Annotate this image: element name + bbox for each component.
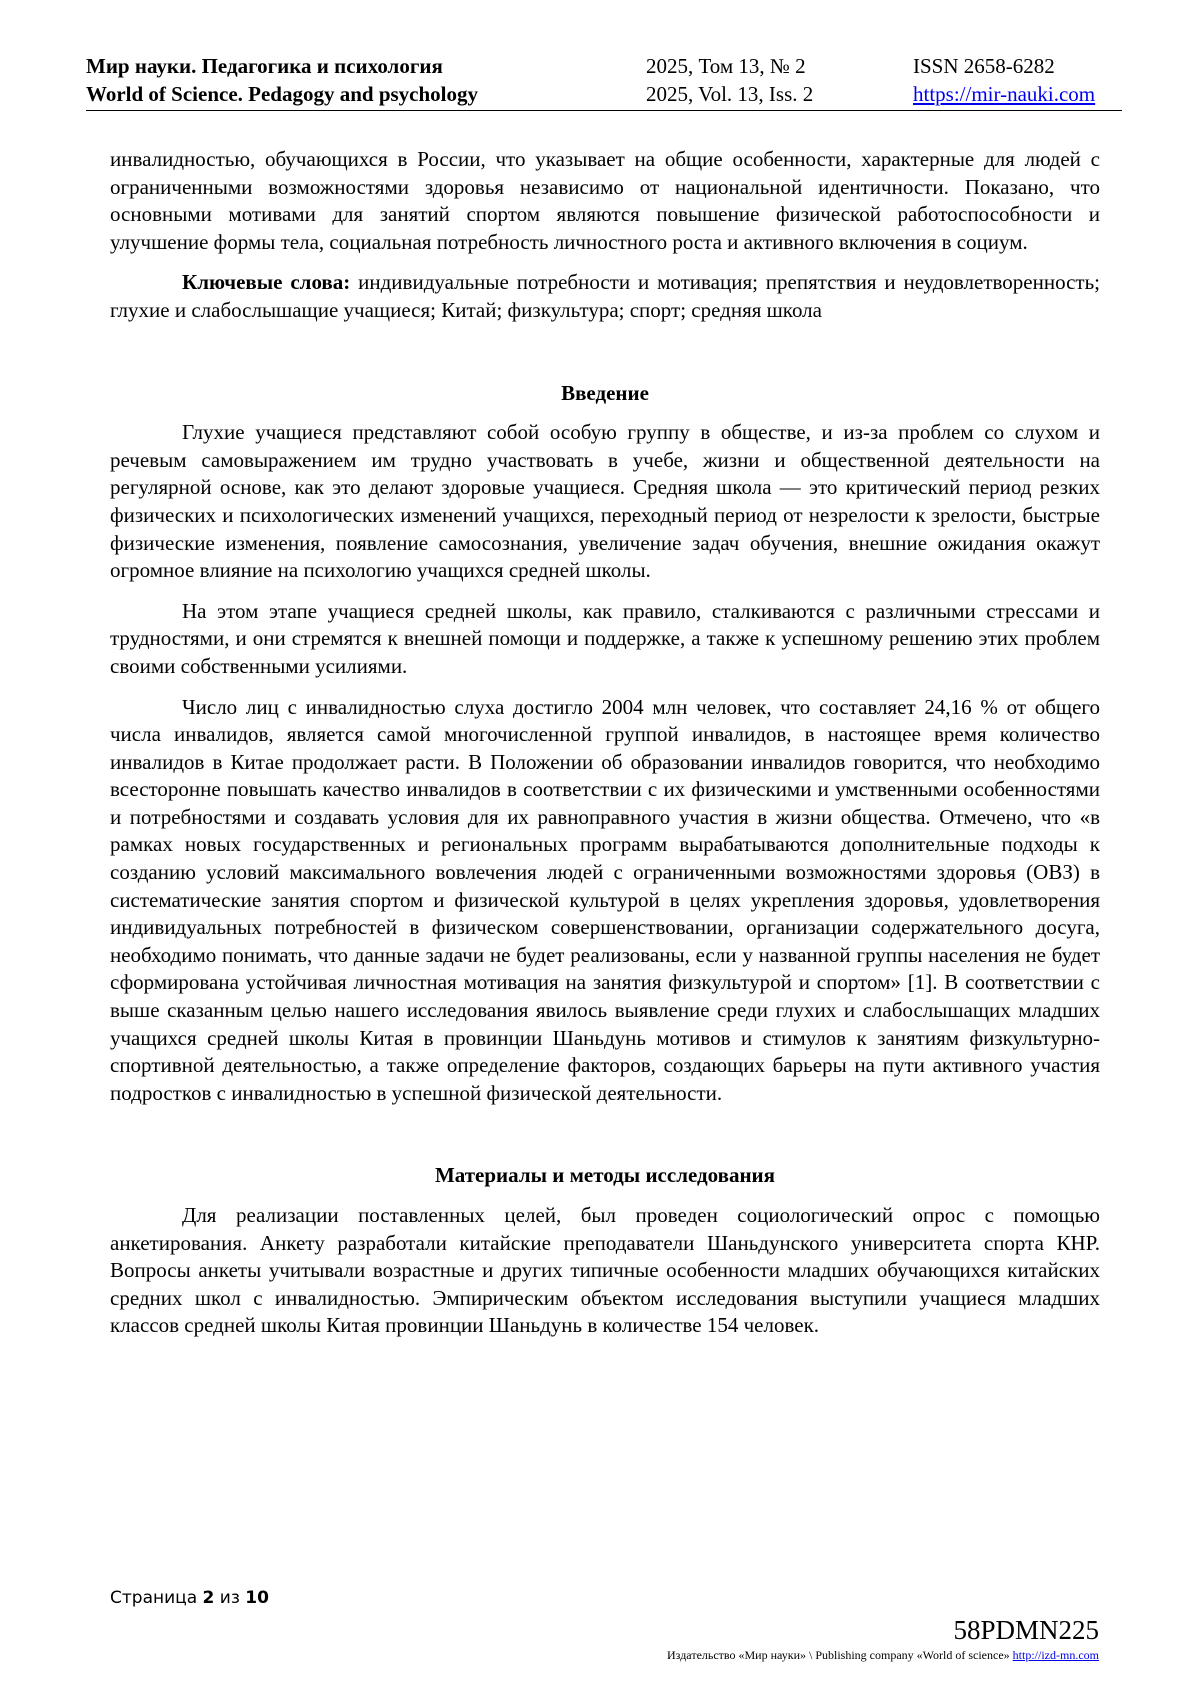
publisher-url-link[interactable]: http://izd-mn.com [1012,1648,1099,1662]
abstract-tail: инвалидностью, обучающихся в России, что указывает на общие особенности, характерные для людей с ограниченными возможностями здоровья независимо от национальной идентичности. Показано, что основными мотивами для занятий спортом являются повышение физической работоспособности и улучшение формы тела, социальная потребность личностного роста и активного включения в социум. [110,147,1100,254]
article-body [110,146,1100,1340]
volume-ru: 2025, Том 13, № 2 [646,54,806,78]
journal-title-ru: Мир науки. Педагогика и психология [86,54,443,78]
volume-block [646,52,813,108]
publisher-line [667,1647,1099,1663]
issn: ISSN 2658-6282 [913,54,1055,78]
keywords-text: индивидуальные потребности и мотивация; препятствия и неудовлетворенность; глухие и слабослышащие учащиеся; Китай; физкультура; спорт; средняя школа [110,270,1100,322]
intro-paragraph-1: Глухие учащиеся представляют собой особую группу в обществе, и из-за проблем со слухом и речевым самовыражением им трудно участвовать в учебе, жизни и общественной деятельности на регулярной основе, как это делают здоровые учащиеся. Средняя школа — это критический период резких физических и психологических изменений учащихся, переходный период от незрелости к зрелости, быстрые физические изменения, появление самосознания, увеличение задач обучения, внешние ожидания окажут огромное влияние на психологию учащихся средней школы. [110,420,1100,583]
page-of: из [219,1588,240,1608]
page-prefix: Страница [110,1588,198,1608]
intro-heading: Введение [561,380,649,405]
methods-heading: Материалы и методы исследования [434,1163,776,1188]
publisher-text: Издательство «Мир науки» \ Publishing company «World of science» [667,1648,1010,1662]
journal-url-link[interactable]: https://mir-nauki.com [913,82,1096,106]
intro-paragraph-2: На этом этапе учащиеся средней школы, как правило, сталкиваются с различными стрессами и трудностями, и они стремятся к внешней помощи и поддержке, а также к успешному решению этих проблем своими собственными усилиями. [110,598,1100,678]
journal-header [86,52,1122,111]
page-number [110,1587,269,1609]
journal-title-block [86,52,478,108]
page-total: 10 [245,1588,269,1608]
issn-block [913,52,1095,108]
keywords-label: Ключевые слова: [182,270,351,295]
journal-title-en: World of Science. Pedagogy and psychology [86,82,479,106]
volume-en: 2025, Vol. 13, Iss. 2 [646,82,814,106]
methods-paragraph: Для реализации поставленных целей, был проведен социологический опрос с помощью анкетирования. Анкету разработали китайские преподаватели Шаньдунского университета спорта КНР. Вопросы анкеты учитывали возрастные и других типичные особенности младших обучающихся китайских средних школ с инвалидностью. Эмпирическим объектом исследования выступили учащиеся младших классов средней школы Китая провинции Шаньдунь в количестве 154 человек. [110,1203,1100,1338]
intro-paragraph-3: Число лиц с инвалидностью слуха достигло 2004 млн человек, что составляет 24,16 % от общего числа инвалидов, является самой многочисленной группой инвалидов, в настоящее время количество инвалидов в Китае продолжает расти. В Положении об образовании инвалидов говорится, что необходимо всесторонне повышать качество инвалидов в соответствии с их физическими и умственными особенностями и потребностями и создавать условия для их равноправного участия в жизни общества. Отмечено, что «в рамках новых государственных и региональных программ вырабатываются дополнительные подходы к созданию условий максимального вовлечения людей с ограниченными возможностями здоровья (ОВЗ) в систематические занятия спортом и физической культурой в целях укрепления здоровья, удовлетворения индивидуальных потребностей в физическом совершенствовании, организации содержательного досуга, необходимо понимать, что данные задачи не будет реализованы, если у названной группы населения не будет сформирована устойчивая личностная мотивация на занятия физкультурой и спортом» [1]. В соответствии с выше сказанным целью нашего исследования явилось выявление среди глухих и слабослышащих младших учащихся средней школы Китая в провинции Шаньдунь мотивов и стимулов к занятиям физкультурно-спортивной деятельностью, а также определение факторов, создающих барьеры на пути активного участия подростков с инвалидностью в успешной физической деятельности. [110,694,1100,1105]
page-current: 2 [202,1588,215,1608]
article-code: 58PDMN225 [953,1615,1099,1645]
keywords-paragraph [110,269,1100,324]
